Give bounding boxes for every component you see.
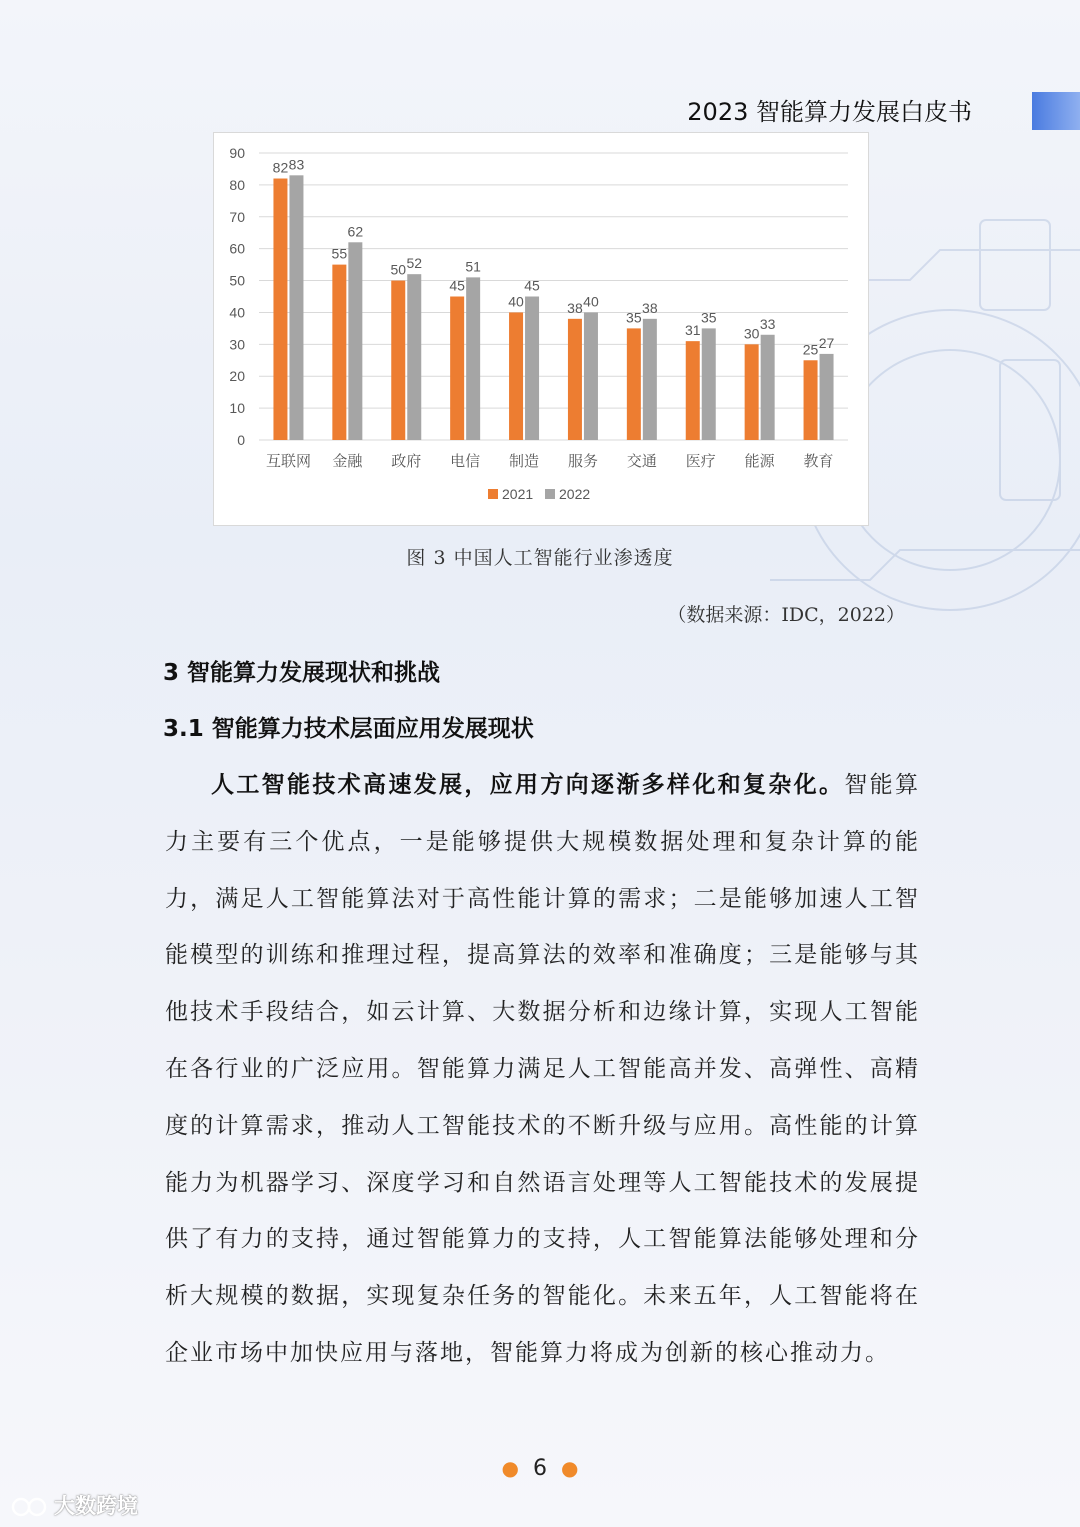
legend-label: 2022 bbox=[559, 486, 591, 502]
data-label: 35 bbox=[626, 309, 642, 326]
footer-dot-left: ● bbox=[501, 1456, 519, 1480]
x-tick-label: 金融 bbox=[332, 453, 363, 470]
bar-2022 bbox=[466, 277, 480, 440]
page-number: 6 bbox=[533, 1456, 547, 1481]
y-tick-label: 90 bbox=[229, 145, 245, 161]
data-label: 83 bbox=[288, 156, 305, 173]
body-paragraph bbox=[165, 757, 920, 1382]
figure-caption: 图 3 中国人工智能行业渗透度 bbox=[406, 547, 674, 569]
bar-2021 bbox=[804, 360, 818, 440]
y-tick-label: 60 bbox=[229, 240, 245, 257]
data-label: 45 bbox=[524, 277, 540, 294]
bar-2022 bbox=[643, 319, 657, 440]
data-label: 52 bbox=[406, 255, 423, 272]
y-tick-label: 0 bbox=[237, 432, 245, 448]
bar-2021 bbox=[332, 265, 346, 440]
body-text: 智能算力主要有三个优点，一是能够提供大规模数据处理和复杂计算的能力，满足人工智能算法对于高性能计算的需求；二是能够加速人工智能模型的训练和推理过程，提高算法的效率和准确度；三是能够与其他技术手段结合，如云计算、大数据分析和边缘计算，实现人工智能在各行业的广泛应用。智能算力满足人工智能高并发、高弹性、高精度的计算需求，推动人工智能技术的不断升级与应用。高性能的计算能力为机器学习、深度学习和自然语言处理等人工智能技术的发展提供了有力的支持，通过智能算力的支持，人工智能算法能够处理和分析大规模的数据，实现复杂任务的智能化。未来五年，人工智能将在企业市场中加快应用与落地，智能算力将成为创新的核心推动力。 bbox=[165, 772, 921, 1366]
data-label: 55 bbox=[331, 245, 348, 262]
x-tick-label: 服务 bbox=[567, 453, 598, 470]
y-tick-label: 20 bbox=[229, 368, 245, 385]
data-label: 51 bbox=[465, 258, 481, 275]
bar-2022 bbox=[702, 328, 716, 440]
x-tick-label: 医疗 bbox=[685, 453, 716, 470]
data-label: 27 bbox=[818, 334, 835, 351]
y-tick-label: 40 bbox=[229, 304, 245, 321]
x-tick-label: 制造 bbox=[509, 453, 540, 470]
data-label: 38 bbox=[567, 299, 583, 316]
bar-2022 bbox=[761, 335, 775, 440]
data-label: 40 bbox=[583, 293, 599, 310]
y-tick-label: 30 bbox=[229, 336, 245, 353]
x-tick-label: 教育 bbox=[803, 453, 834, 470]
data-label: 31 bbox=[684, 322, 701, 339]
bar-2022 bbox=[289, 175, 303, 440]
bar-2021 bbox=[273, 179, 287, 440]
legend-swatch-2022 bbox=[545, 489, 555, 499]
data-label: 45 bbox=[449, 277, 465, 294]
y-tick-label: 70 bbox=[229, 208, 245, 225]
bar-2021 bbox=[745, 344, 759, 440]
x-tick-label: 电信 bbox=[450, 453, 481, 470]
watermark-logo-icon bbox=[10, 1496, 50, 1518]
data-label: 25 bbox=[802, 341, 819, 358]
bar-2021 bbox=[509, 312, 523, 440]
page-footer bbox=[0, 1456, 1080, 1481]
footer-dot-right: ● bbox=[561, 1456, 579, 1480]
bar-2022 bbox=[584, 312, 598, 440]
x-tick-label: 政府 bbox=[391, 453, 422, 470]
corner-accent-bar bbox=[1032, 92, 1080, 130]
bar-chart bbox=[213, 132, 869, 526]
bar-2021 bbox=[686, 341, 700, 440]
bar-2022 bbox=[407, 274, 421, 440]
subsection-heading: 3.1 智能算力技术层面应用发展现状 bbox=[163, 716, 534, 742]
section-heading: 3 智能算力发展现状和挑战 bbox=[163, 660, 441, 686]
bar-2022 bbox=[820, 354, 834, 440]
y-tick-label: 50 bbox=[229, 272, 245, 289]
legend-label: 2021 bbox=[502, 486, 534, 502]
figure-source: （数据来源：IDC，2022） bbox=[667, 604, 905, 626]
x-tick-label: 交通 bbox=[626, 453, 657, 470]
legend-swatch-2021 bbox=[488, 489, 498, 499]
watermark-text: 大数跨境 bbox=[54, 1494, 138, 1518]
running-header-title: 2023 智能算力发展白皮书 bbox=[687, 98, 972, 126]
x-tick-label: 能源 bbox=[744, 453, 775, 470]
data-label: 62 bbox=[347, 223, 364, 240]
bar-2021 bbox=[450, 297, 464, 441]
y-tick-label: 80 bbox=[229, 176, 245, 193]
data-label: 38 bbox=[642, 299, 658, 316]
data-label: 33 bbox=[759, 315, 776, 332]
data-label: 35 bbox=[700, 309, 717, 326]
bar-2021 bbox=[391, 281, 405, 440]
bar-2022 bbox=[348, 242, 362, 440]
bar-2022 bbox=[525, 297, 539, 441]
data-label: 50 bbox=[390, 261, 407, 278]
bar-2021 bbox=[568, 319, 582, 440]
data-label: 40 bbox=[508, 293, 524, 310]
chart-canvas bbox=[214, 133, 868, 525]
x-tick-label: 互联网 bbox=[265, 453, 311, 470]
watermark bbox=[10, 1490, 138, 1520]
bar-2021 bbox=[627, 328, 641, 440]
data-label: 30 bbox=[743, 325, 760, 342]
body-lead-bold: 人工智能技术高速发展，应用方向逐渐多样化和复杂化。 bbox=[211, 771, 845, 798]
data-label: 82 bbox=[272, 159, 289, 176]
y-tick-label: 10 bbox=[229, 400, 245, 417]
